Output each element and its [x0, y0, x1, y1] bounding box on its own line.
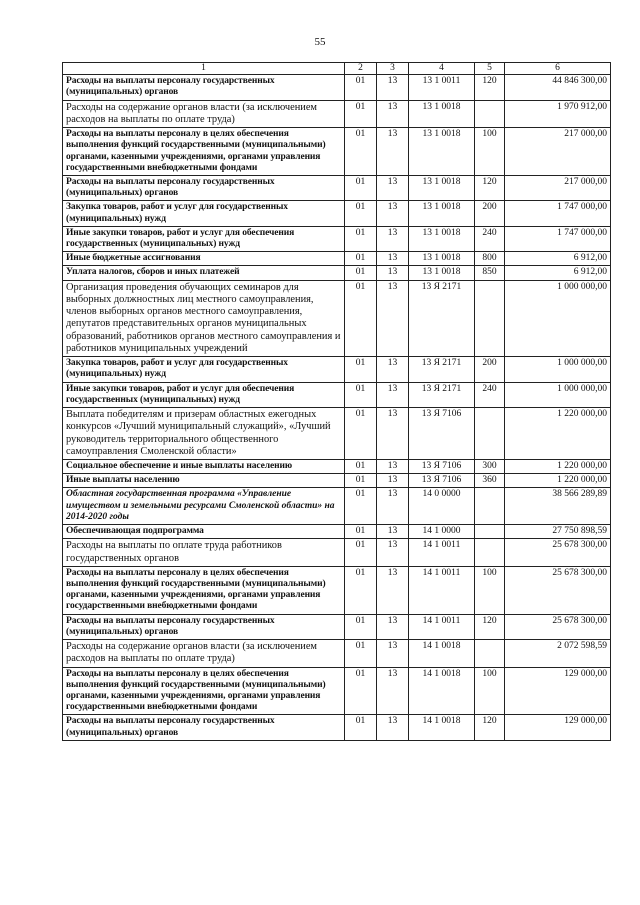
table-row — [63, 667, 611, 715]
cell-expense-type: 240 — [475, 226, 505, 251]
cell-subsection: 13 — [377, 715, 409, 740]
table-row — [63, 201, 611, 226]
cell-target-article: 13 1 0018 — [409, 266, 475, 280]
cell-target-article: 13 Я 7106 — [409, 460, 475, 474]
cell-subsection: 13 — [377, 175, 409, 200]
cell-amount: 1 000 000,00 — [505, 357, 611, 382]
cell-amount: 1 220 000,00 — [505, 460, 611, 474]
cell-expense-type: 200 — [475, 357, 505, 382]
cell-subsection: 13 — [377, 226, 409, 251]
header-row — [63, 63, 611, 75]
cell-name: Областная государственная программа «Управление имуществом и земельными ресурсами Смоленской области» на 2014-2020 годы — [63, 488, 345, 525]
header-col-4: 4 — [409, 63, 475, 75]
cell-section: 01 — [345, 75, 377, 100]
table-row — [63, 280, 611, 357]
table-row — [63, 100, 611, 128]
cell-section: 01 — [345, 715, 377, 740]
table-row — [63, 226, 611, 251]
cell-target-article: 14 1 0011 — [409, 614, 475, 639]
table-row — [63, 525, 611, 539]
table-row — [63, 382, 611, 407]
cell-expense-type: 120 — [475, 715, 505, 740]
cell-expense-type — [475, 539, 505, 567]
cell-amount: 25 678 300,00 — [505, 614, 611, 639]
cell-section: 01 — [345, 280, 377, 357]
cell-amount: 129 000,00 — [505, 667, 611, 715]
cell-amount: 1 220 000,00 — [505, 407, 611, 459]
cell-expense-type: 850 — [475, 266, 505, 280]
header-col-6: 6 — [505, 63, 611, 75]
cell-name: Расходы на содержание органов власти (за исключением расходов на выплаты по оплате труда) — [63, 100, 345, 128]
cell-section: 01 — [345, 539, 377, 567]
cell-subsection: 13 — [377, 488, 409, 525]
table-row — [63, 566, 611, 614]
cell-name: Закупка товаров, работ и услуг для государственных (муниципальных) нужд — [63, 357, 345, 382]
cell-name: Расходы на выплаты персоналу государственных (муниципальных) органов — [63, 614, 345, 639]
cell-target-article: 14 0 0000 — [409, 488, 475, 525]
cell-target-article: 13 1 0018 — [409, 100, 475, 128]
table-row — [63, 357, 611, 382]
cell-amount: 25 678 300,00 — [505, 566, 611, 614]
cell-section: 01 — [345, 128, 377, 176]
cell-subsection: 13 — [377, 201, 409, 226]
cell-subsection: 13 — [377, 357, 409, 382]
cell-name: Расходы на выплаты по оплате труда работников государственных органов — [63, 539, 345, 567]
cell-subsection: 13 — [377, 100, 409, 128]
table-row — [63, 252, 611, 266]
cell-name: Иные бюджетные ассигнования — [63, 252, 345, 266]
cell-amount: 1 000 000,00 — [505, 280, 611, 357]
page-number: 55 — [314, 36, 326, 48]
cell-name: Социальное обеспечение и иные выплаты населению — [63, 460, 345, 474]
cell-name: Иные закупки товаров, работ и услуг для обеспечения государственных (муниципальных) нужд — [63, 382, 345, 407]
cell-subsection: 13 — [377, 566, 409, 614]
cell-expense-type: 800 — [475, 252, 505, 266]
table-row — [63, 128, 611, 176]
table-row — [63, 460, 611, 474]
cell-amount: 27 750 898,59 — [505, 525, 611, 539]
header-col-2: 2 — [345, 63, 377, 75]
cell-subsection: 13 — [377, 128, 409, 176]
cell-subsection: 13 — [377, 525, 409, 539]
table-row — [63, 488, 611, 525]
cell-target-article: 13 Я 2171 — [409, 280, 475, 357]
table-row — [63, 266, 611, 280]
cell-expense-type: 100 — [475, 566, 505, 614]
cell-subsection: 13 — [377, 614, 409, 639]
cell-name: Иные выплаты населению — [63, 474, 345, 488]
cell-expense-type: 120 — [475, 75, 505, 100]
table-row — [63, 175, 611, 200]
table-row — [63, 715, 611, 740]
table-header — [63, 63, 611, 75]
cell-name: Иные закупки товаров, работ и услуг для обеспечения государственных (муниципальных) нужд — [63, 226, 345, 251]
table-row — [63, 640, 611, 668]
cell-name: Организация проведения обучающих семинаров для выборных должностных лиц местного самоуправления, членов выборных органов местного самоуправления, депутатов представительных органов муниципальных образований, работников органов местного самоуправления и работников муниципальных учреждений — [63, 280, 345, 357]
cell-amount: 2 072 598,59 — [505, 640, 611, 668]
cell-section: 01 — [345, 488, 377, 525]
cell-target-article: 13 1 0011 — [409, 75, 475, 100]
cell-expense-type: 300 — [475, 460, 505, 474]
cell-section: 01 — [345, 100, 377, 128]
cell-subsection: 13 — [377, 474, 409, 488]
table-body — [63, 75, 611, 741]
cell-expense-type: 120 — [475, 175, 505, 200]
cell-target-article: 14 1 0011 — [409, 539, 475, 567]
cell-expense-type: 200 — [475, 201, 505, 226]
cell-expense-type — [475, 640, 505, 668]
table-row — [63, 75, 611, 100]
table-row — [63, 614, 611, 639]
cell-section: 01 — [345, 460, 377, 474]
cell-target-article: 13 Я 7106 — [409, 407, 475, 459]
cell-section: 01 — [345, 382, 377, 407]
header-col-5: 5 — [475, 63, 505, 75]
cell-amount: 6 912,00 — [505, 266, 611, 280]
cell-amount: 1 747 000,00 — [505, 201, 611, 226]
cell-section: 01 — [345, 226, 377, 251]
cell-expense-type — [475, 100, 505, 128]
cell-section: 01 — [345, 357, 377, 382]
cell-name: Расходы на выплаты персоналу в целях обеспечения выполнения функций государственными (муниципальными) органами, казенными учреждениями, органами управления государственными внебюджетными фондами — [63, 128, 345, 176]
cell-amount: 6 912,00 — [505, 252, 611, 266]
cell-target-article: 14 1 0018 — [409, 640, 475, 668]
table-row — [63, 407, 611, 459]
cell-expense-type: 100 — [475, 128, 505, 176]
cell-subsection: 13 — [377, 75, 409, 100]
cell-target-article: 13 Я 7106 — [409, 474, 475, 488]
cell-target-article: 13 Я 2171 — [409, 357, 475, 382]
cell-amount: 25 678 300,00 — [505, 539, 611, 567]
cell-expense-type — [475, 488, 505, 525]
cell-expense-type: 100 — [475, 667, 505, 715]
cell-subsection: 13 — [377, 280, 409, 357]
cell-name: Расходы на содержание органов власти (за исключением расходов на выплаты по оплате труда) — [63, 640, 345, 668]
cell-amount: 1 220 000,00 — [505, 474, 611, 488]
cell-expense-type: 240 — [475, 382, 505, 407]
cell-target-article: 13 1 0018 — [409, 226, 475, 251]
cell-section: 01 — [345, 175, 377, 200]
cell-target-article: 14 1 0018 — [409, 667, 475, 715]
cell-subsection: 13 — [377, 640, 409, 668]
cell-subsection: 13 — [377, 460, 409, 474]
cell-name: Расходы на выплаты персоналу в целях обеспечения выполнения функций государственными (муниципальными) органами, казенными учреждениями, органами управления государственными внебюджетными фондами — [63, 566, 345, 614]
cell-name: Расходы на выплаты персоналу государственных (муниципальных) органов — [63, 715, 345, 740]
cell-section: 01 — [345, 614, 377, 639]
cell-amount: 1 747 000,00 — [505, 226, 611, 251]
cell-subsection: 13 — [377, 266, 409, 280]
cell-section: 01 — [345, 640, 377, 668]
cell-expense-type — [475, 525, 505, 539]
cell-subsection: 13 — [377, 252, 409, 266]
cell-name: Уплата налогов, сборов и иных платежей — [63, 266, 345, 280]
cell-amount: 217 000,00 — [505, 175, 611, 200]
cell-target-article: 14 1 0000 — [409, 525, 475, 539]
cell-target-article: 13 1 0018 — [409, 128, 475, 176]
cell-section: 01 — [345, 667, 377, 715]
cell-amount: 38 566 289,89 — [505, 488, 611, 525]
cell-expense-type: 120 — [475, 614, 505, 639]
cell-name: Закупка товаров, работ и услуг для государственных (муниципальных) нужд — [63, 201, 345, 226]
cell-subsection: 13 — [377, 407, 409, 459]
cell-target-article: 14 1 0011 — [409, 566, 475, 614]
cell-name: Выплата победителям и призерам областных ежегодных конкурсов «Лучший муниципальный служащий», «Лучший руководитель территориального общественного самоуправления Смоленской области» — [63, 407, 345, 459]
cell-amount: 217 000,00 — [505, 128, 611, 176]
cell-expense-type — [475, 280, 505, 357]
cell-name: Расходы на выплаты персоналу в целях обеспечения выполнения функций государственными (муниципальными) органами, казенными учреждениями, органами управления государственными внебюджетными фондами — [63, 667, 345, 715]
cell-subsection: 13 — [377, 539, 409, 567]
cell-expense-type — [475, 407, 505, 459]
table-row — [63, 539, 611, 567]
cell-amount: 1 000 000,00 — [505, 382, 611, 407]
cell-name: Расходы на выплаты персоналу государственных (муниципальных) органов — [63, 175, 345, 200]
budget-table — [62, 62, 611, 741]
cell-section: 01 — [345, 201, 377, 226]
cell-name: Обеспечивающая подпрограмма — [63, 525, 345, 539]
cell-name: Расходы на выплаты персоналу государственных (муниципальных) органов — [63, 75, 345, 100]
cell-section: 01 — [345, 266, 377, 280]
cell-amount: 44 846 300,00 — [505, 75, 611, 100]
cell-target-article: 13 1 0018 — [409, 175, 475, 200]
cell-subsection: 13 — [377, 382, 409, 407]
cell-section: 01 — [345, 474, 377, 488]
cell-target-article: 13 Я 2171 — [409, 382, 475, 407]
cell-expense-type: 360 — [475, 474, 505, 488]
table-row — [63, 474, 611, 488]
cell-section: 01 — [345, 407, 377, 459]
cell-target-article: 13 1 0018 — [409, 252, 475, 266]
cell-section: 01 — [345, 525, 377, 539]
cell-amount: 1 970 912,00 — [505, 100, 611, 128]
cell-target-article: 13 1 0018 — [409, 201, 475, 226]
cell-amount: 129 000,00 — [505, 715, 611, 740]
header-col-3: 3 — [377, 63, 409, 75]
cell-subsection: 13 — [377, 667, 409, 715]
cell-section: 01 — [345, 566, 377, 614]
cell-section: 01 — [345, 252, 377, 266]
cell-target-article: 14 1 0018 — [409, 715, 475, 740]
header-col-1: 1 — [63, 63, 345, 75]
